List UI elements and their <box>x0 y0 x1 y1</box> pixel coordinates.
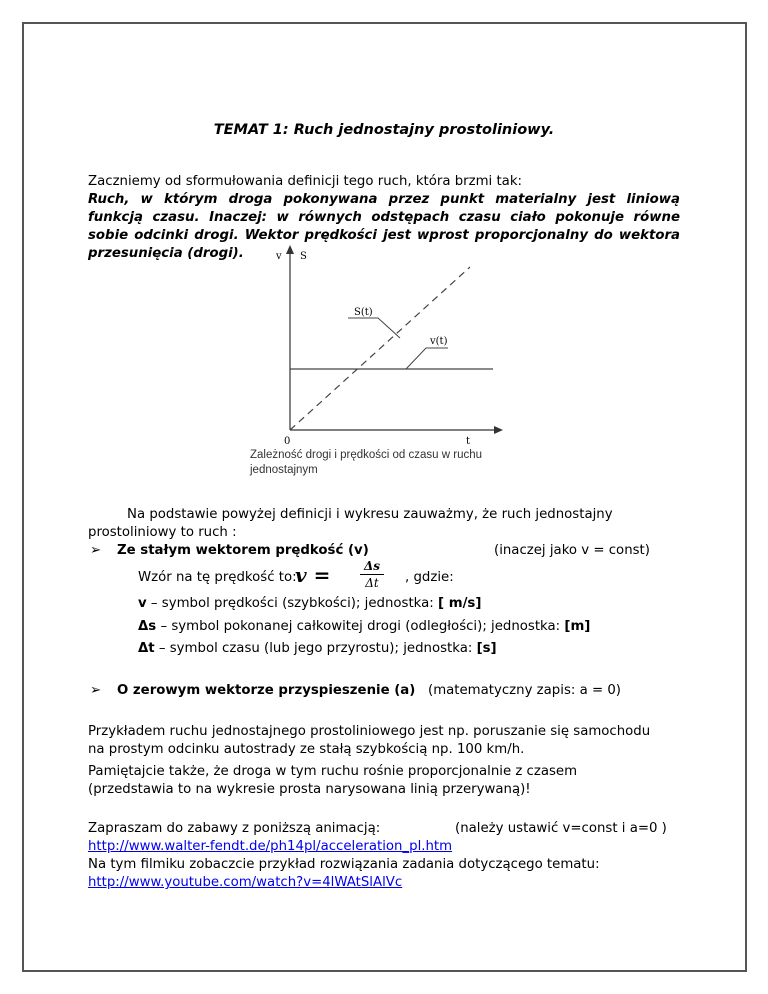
formula-lhs: v = <box>295 563 331 587</box>
bullet-arrow-icon: ➢ <box>90 543 102 558</box>
definition-text: Ruch, w którym droga pokonywana przez punkt materialny jest liniową funkcją czasu. Inaczej: w równych odstępach czasu ciało pokonuje równe sobie odcinki drogi. Wektor prędkości jest wprost proporcjonalny do wektora przesunięcia (drogi). <box>88 192 680 261</box>
para2-line: Przykładem ruchu jednostajnego prostoliniowego jest np. poruszanie się samochodu <box>88 724 651 739</box>
para1-line1: Na podstawie powyżej definicji i wykresu zauważmy, że ruch jednostajny <box>127 507 613 522</box>
para2-line: na prostym odcinku autostrady ze stałą szybkością np. 100 km/h. <box>88 742 525 757</box>
figure-caption: Zależność drogi i prędkości od czasu w ruchu jednostajnym <box>250 449 483 476</box>
para1-line2: prostoliniowy to ruch : <box>88 525 237 540</box>
axis-label-v: v <box>276 251 282 262</box>
motion-graph <box>238 245 508 445</box>
para2-line: (przedstawia to na wykresie prosta narysowana linią przerywaną)! <box>88 782 531 797</box>
para2-line: Pamiętajcie także, że droga w tym ruchu rośnie proporcjonalnie z czasem <box>88 764 578 779</box>
invite-note: (należy ustawić v=const i a=0 ) <box>455 821 667 836</box>
formula-fraction <box>360 558 384 591</box>
bullet-arrow-icon: ➢ <box>90 683 102 698</box>
def-dt: Δt – symbol czasu (lub jego przyrostu); jednostka: [s] <box>138 641 497 656</box>
page-title: TEMAT 1: Ruch jednostajny prostoliniowy. <box>213 122 555 138</box>
bullet2-note: (matematyczny zapis: a = 0) <box>428 683 621 698</box>
formula-intro: Wzór na tę prędkość to: <box>138 570 297 585</box>
s-curve-label: S(t) <box>354 307 373 318</box>
def-v: v – symbol prędkości (szybkości); jednostka: [ m/s] <box>138 596 482 611</box>
bullet1-note: (inaczej jako v = const) <box>494 543 650 558</box>
film-text: Na tym filmiku zobaczcie przykład rozwiązania zadania dotyczącego tematu: <box>88 857 600 872</box>
origin-label: 0 <box>284 436 291 445</box>
bullet1-label: Ze stałym wektorem prędkość (v) <box>117 543 369 558</box>
youtube-link[interactable]: http://www.youtube.com/watch?v=4lWAtSlAlVc <box>88 875 403 890</box>
formula-after: , gdzie: <box>405 570 454 585</box>
invite-text: Zapraszam do zabawy z poniższą animacją: <box>88 821 381 836</box>
def-ds: Δs – symbol pokonanej całkowitej drogi (odległości); jednostka: [m] <box>138 619 591 634</box>
axis-label-t: t <box>466 436 471 445</box>
formula-numerator: Δs <box>360 558 384 575</box>
animation-link[interactable]: http://www.walter-fendt.de/ph14pl/acceleration_pl.htm <box>88 839 453 854</box>
v-curve-label: v(t) <box>430 336 448 347</box>
axis-label-s: S <box>300 251 307 262</box>
formula-denominator: Δt <box>365 576 379 590</box>
intro-text: Zaczniemy od sformułowania definicji tego ruch, która brzmi tak: <box>88 174 523 189</box>
bullet2-label: O zerowym wektorze przyspieszenie (a) <box>117 683 416 698</box>
